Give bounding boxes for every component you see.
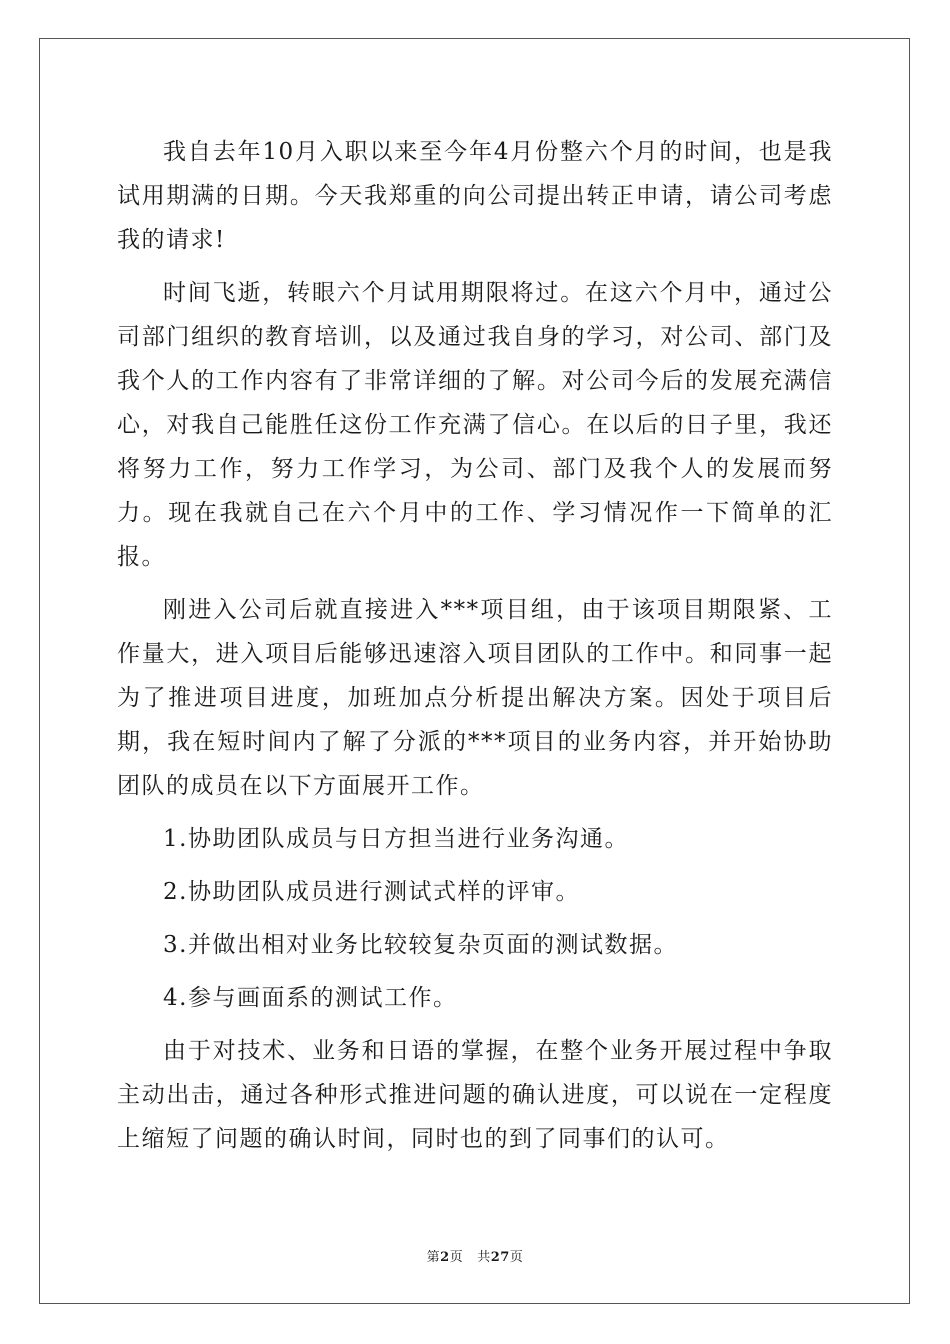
document-body bbox=[117, 130, 833, 1161]
page-footer bbox=[0, 1246, 950, 1265]
page-suffix: 页 bbox=[449, 1250, 464, 1265]
list-item: 4.参与画面系的测试工作。 bbox=[163, 985, 458, 1011]
paragraph-training: 时间飞逝，转眼六个月试用期限将过。在这六个月中，通过公司部门组织的教育培训，以及通过我自身的学习，对公司、部门及我个人的工作内容有了非常详细的了解。对公司今后的发展充满信心，对我自己能胜任这份工作充满了信心。在以后的日子里，我还将努力工作，努力工作学习，为公司、部门及我个人的发展而努力。现在我就自己在六个月中的工作、学习情况作一下简单的汇报。 bbox=[117, 280, 833, 570]
list-item: 1.协助团队成员与日方担当进行业务沟通。 bbox=[163, 826, 629, 852]
list-item: 2.协助团队成员进行测试式样的评审。 bbox=[163, 879, 580, 905]
page-total: 27 bbox=[490, 1250, 510, 1265]
paragraph-project: 刚进入公司后就直接进入***项目组，由于该项目期限紧、工作量大，进入项目后能够迅速溶入项目团队的工作中。和同事一起为了推进项目进度，加班加点分析提出解决方案。因处于项目后期，我在短时间内了解了分派的***项目的业务内容，并开始协助团队的成员在以下方面展开工作。 bbox=[117, 597, 833, 799]
total-prefix: 共 bbox=[477, 1250, 491, 1265]
page-prefix: 第 bbox=[426, 1250, 441, 1265]
paragraph-intro: 我自去年10月入职以来至今年4月份整六个月的时间，也是我试用期满的日期。今天我郑重的向公司提出转正申请，请公司考虑我的请求! bbox=[117, 139, 833, 253]
list-item: 3.并做出相对业务比较较复杂页面的测试数据。 bbox=[163, 932, 678, 958]
paragraph-closing: 由于对技术、业务和日语的掌握，在整个业务开展过程中争取主动出击，通过各种形式推进问题的确认进度，可以说在一定程度上缩短了问题的确认时间，同时也的到了同事们的认可。 bbox=[117, 1038, 833, 1152]
total-suffix: 页 bbox=[509, 1250, 524, 1265]
page-current: 2 bbox=[440, 1250, 450, 1265]
